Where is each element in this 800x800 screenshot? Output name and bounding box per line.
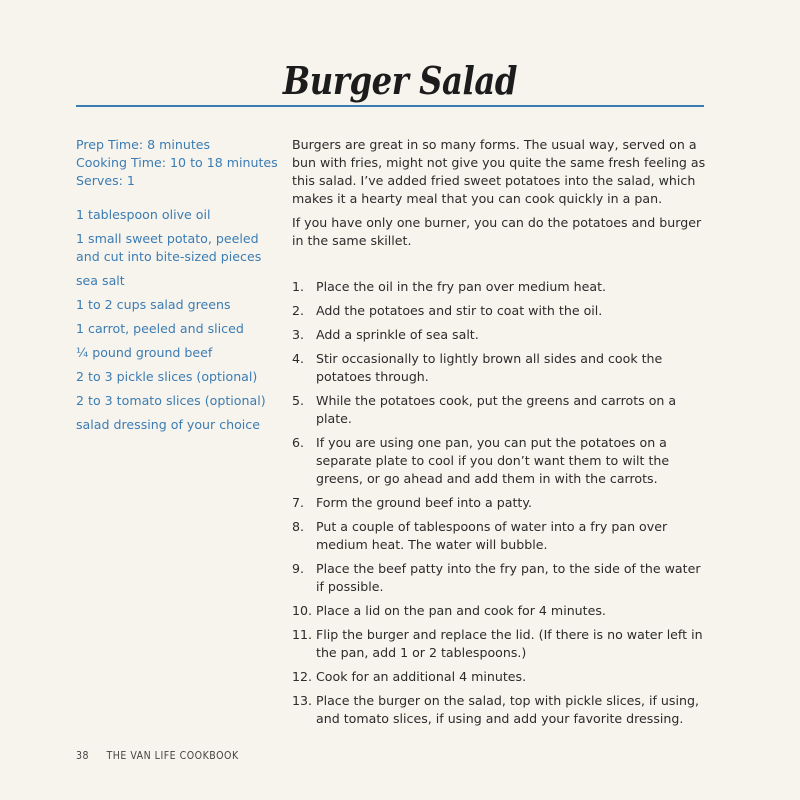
instruction-step xyxy=(292,278,708,296)
instruction-step xyxy=(292,302,708,320)
step-text: Place the beef patty into the fry pan, to the side of the water if possible. xyxy=(316,561,701,594)
step-number: 10. xyxy=(292,603,313,618)
step-text: Cook for an additional 4 minutes. xyxy=(316,669,527,684)
step-number: 9. xyxy=(292,561,305,576)
instruction-step xyxy=(292,326,708,344)
step-text: Flip the burger and replace the lid. (If there is no water left in the pan, add 1 or 2 tablespoons.) xyxy=(316,627,703,660)
step-text: Stir occasionally to lightly brown all sides and cook the potatoes through. xyxy=(316,351,663,384)
step-text: If you are using one pan, you can put the potatoes on a separate plate to cool if you don’t want them to wilt the greens, or go ahead and add them in with the carrots. xyxy=(316,435,670,486)
ingredient-list xyxy=(76,206,276,434)
ingredient-item: ¼ pound ground beef xyxy=(76,345,213,360)
ingredient-item: sea salt xyxy=(76,273,125,288)
page-footer xyxy=(76,750,239,762)
instruction-step xyxy=(292,518,708,554)
ingredient-item: 1 tablespoon olive oil xyxy=(76,207,211,222)
intro-paragraph: If you have only one burner, you can do the potatoes and burger in the same skillet. xyxy=(292,215,702,248)
instruction-step xyxy=(292,560,708,596)
step-number: 8. xyxy=(292,519,305,534)
step-text: Place the oil in the fry pan over medium heat. xyxy=(316,279,607,294)
step-number: 6. xyxy=(292,435,305,450)
step-number: 11. xyxy=(292,627,313,642)
step-text: While the potatoes cook, put the greens and carrots on a plate. xyxy=(316,393,677,426)
prep-time: Prep Time: 8 minutes xyxy=(76,137,211,152)
ingredient-item: salad dressing of your choice xyxy=(76,417,260,432)
step-text: Add the potatoes and stir to coat with the oil. xyxy=(316,303,603,318)
instruction-step xyxy=(292,350,708,386)
step-text: Place the burger on the salad, top with pickle slices, if using, and tomato slices, if using and add your favorite dressing. xyxy=(316,693,699,726)
intro-paragraph: Burgers are great in so many forms. The usual way, served on a bun with fries, might not give you quite the same fresh feeling as this salad. I’ve added fried sweet potatoes into the salad, which makes it a hearty meal that you can cook quickly in a pan. xyxy=(292,137,706,206)
step-text: Put a couple of tablespoons of water into a fry pan over medium heat. The water will bubble. xyxy=(316,519,668,552)
instruction-step xyxy=(292,434,708,488)
ingredient-item: 1 carrot, peeled and sliced xyxy=(76,321,244,336)
serves: Serves: 1 xyxy=(76,173,135,188)
page-number: 38 xyxy=(76,750,90,762)
step-number: 1. xyxy=(292,279,305,294)
ingredient-item: 1 to 2 cups salad greens xyxy=(76,297,231,312)
recipe-body xyxy=(292,136,708,734)
step-number: 5. xyxy=(292,393,305,408)
ingredient-item: 1 small sweet potato, peeled and cut into bite-sized pieces xyxy=(76,231,262,264)
cooking-time: Cooking Time: 10 to 18 minutes xyxy=(76,155,278,170)
ingredients-sidebar xyxy=(76,136,276,440)
step-number: 12. xyxy=(292,669,313,684)
instruction-list xyxy=(292,278,708,728)
instruction-step xyxy=(292,392,708,428)
step-number: 2. xyxy=(292,303,305,318)
instruction-step xyxy=(292,692,708,728)
step-number: 13. xyxy=(292,693,313,708)
instruction-step xyxy=(292,494,708,512)
step-number: 4. xyxy=(292,351,305,366)
step-number: 7. xyxy=(292,495,305,510)
step-text: Place a lid on the pan and cook for 4 minutes. xyxy=(316,603,606,618)
step-text: Form the ground beef into a patty. xyxy=(316,495,532,510)
book-title: THE VAN LIFE COOKBOOK xyxy=(106,750,239,762)
step-number: 3. xyxy=(292,327,305,342)
instruction-step xyxy=(292,668,708,686)
ingredient-item: 2 to 3 pickle slices (optional) xyxy=(76,369,258,384)
instruction-step xyxy=(292,602,708,620)
ingredient-item: 2 to 3 tomato slices (optional) xyxy=(76,393,266,408)
title-divider xyxy=(76,105,704,107)
step-text: Add a sprinkle of sea salt. xyxy=(316,327,479,342)
recipe-meta xyxy=(76,136,276,190)
instruction-step xyxy=(292,626,708,662)
recipe-title: Burger Salad xyxy=(282,58,518,103)
